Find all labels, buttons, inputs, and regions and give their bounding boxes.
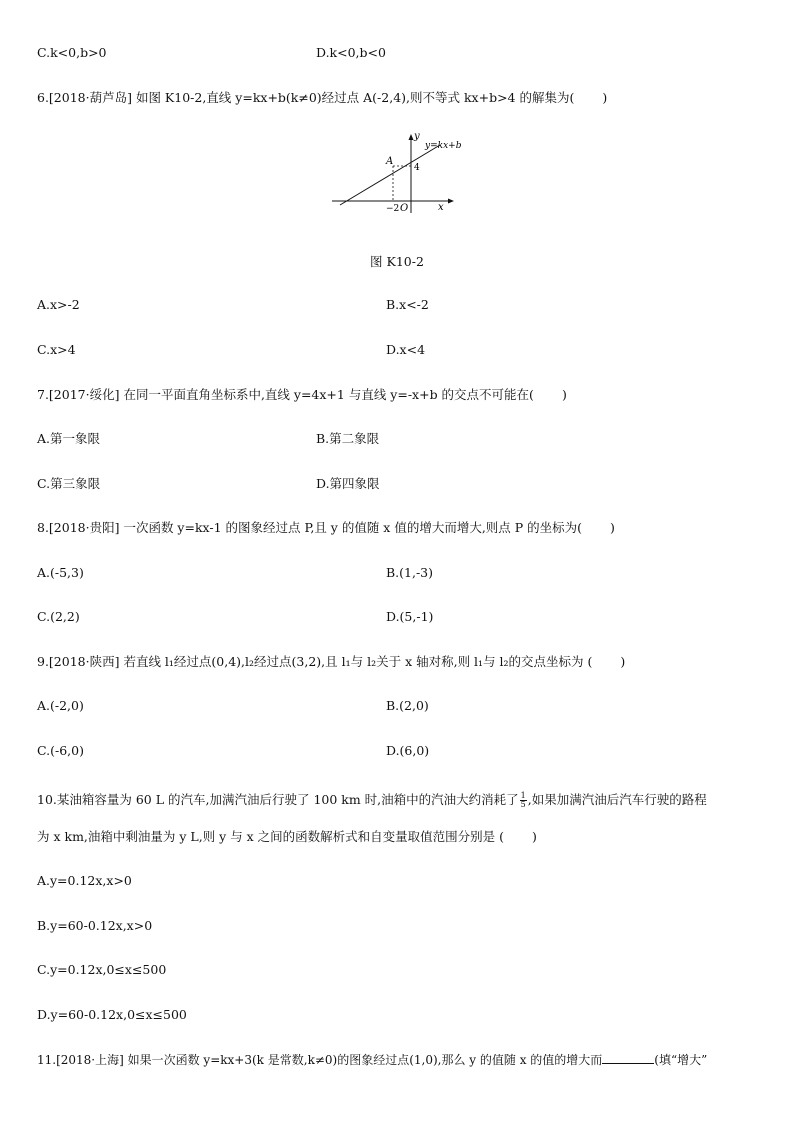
q7-option-d: D.第四象限 xyxy=(316,476,380,491)
q9-option-b: B.(2,0) xyxy=(386,698,429,713)
q6-option-b: B.x<-2 xyxy=(386,297,429,312)
q6-option-a: A.x>-2 xyxy=(37,297,80,312)
q8-option-c: C.(2,2) xyxy=(37,609,80,624)
q8-stem-text: 8.[2018·贵阳] 一次函数 y=kx-1 的图象经过点 P,且 y 的值随 x 值的增大而增大,则点 P 的坐标为( xyxy=(37,520,583,535)
q6-caption: 图 K10-2 xyxy=(370,254,424,269)
origin-label: O xyxy=(400,203,409,214)
q10-option-c: C.y=0.12x,0≤x≤500 xyxy=(37,962,167,977)
q9-stem xyxy=(37,654,625,670)
q10-fraction-num: 1 xyxy=(520,791,526,800)
q7-option-c: C.第三象限 xyxy=(37,476,101,491)
x-axis-label: x xyxy=(438,202,444,213)
q6-option-c: C.x>4 xyxy=(37,342,76,357)
q11-stem-text: 11.[2018·上海] 如果一次函数 y=kx+3(k 是常数,k≠0)的图象经过点(1,0),那么 y 的值随 x 的值的增大而 xyxy=(37,1053,603,1067)
y-tick-label: 4 xyxy=(414,163,420,173)
q6-stem-text: 6.[2018·葫芦岛] 如图 K10-2,直线 y=kx+b(k≠0)经过点 A(-2,4),则不等式 kx+b>4 的解集为( xyxy=(37,90,575,105)
q8-option-d: D.(5,-1) xyxy=(386,609,434,624)
x-tick-label: −2 xyxy=(386,204,400,214)
q9-option-d: D.(6,0) xyxy=(386,743,430,758)
q7-stem-text: 7.[2017·绥化] 在同一平面直角坐标系中,直线 y=4x+1 与直线 y=-x+b 的交点不可能在( xyxy=(37,387,534,402)
q11-stem xyxy=(37,1051,707,1068)
q10-stem-close: ) xyxy=(532,829,537,844)
q10-fraction xyxy=(520,792,527,809)
graph-line xyxy=(340,145,440,205)
q11-blank xyxy=(602,1051,654,1064)
q6-stem xyxy=(37,90,607,106)
y-axis-arrow xyxy=(409,134,414,140)
q7-stem xyxy=(37,387,567,403)
q5-option-c: C.k<0,b>0 xyxy=(37,45,107,60)
q10-option-b: B.y=60-0.12x,x>0 xyxy=(37,918,153,933)
q11-stem-tail: (填“增大” xyxy=(654,1053,708,1067)
y-axis-label: y xyxy=(414,131,420,142)
q10-stem-part2: ,如果加满汽油后汽车行驶的路程 xyxy=(527,792,707,807)
point-a-label: A xyxy=(386,156,394,167)
q9-option-a: A.(-2,0) xyxy=(37,698,84,713)
q9-stem-text: 9.[2018·陕西] 若直线 l₁经过点(0,4),l₂经过点(3,2),且 l₁与 l₂关于 x 轴对称,则 l₁与 l₂的交点坐标为 ( xyxy=(37,654,593,669)
q10-stem-line1 xyxy=(37,792,707,809)
q10-stem-part1: 10.某油箱容量为 60 L 的汽车,加满汽油后行驶了 100 km 时,油箱中的汽油大约消耗了 xyxy=(37,792,519,807)
q8-stem-close: ) xyxy=(610,520,615,535)
q10-fraction-den: 5 xyxy=(520,800,526,809)
q5-option-d: D.k<0,b<0 xyxy=(316,45,386,60)
q8-stem xyxy=(37,520,615,536)
q6-stem-close: ) xyxy=(602,90,608,105)
q10-option-d: D.y=60-0.12x,0≤x≤500 xyxy=(37,1007,187,1022)
q6-option-d: D.x<4 xyxy=(386,342,426,357)
q10-stem-line2 xyxy=(37,829,537,845)
q7-stem-close: ) xyxy=(561,387,567,402)
q10-stem-line2-text: 为 x km,油箱中剩油量为 y L,则 y 与 x 之间的函数解析式和自变量取值范围分别是 ( xyxy=(37,829,505,844)
q9-stem-close: ) xyxy=(620,654,626,669)
line-label: y=kx+b xyxy=(425,141,462,151)
q7-option-a: A.第一象限 xyxy=(37,431,101,446)
q8-option-b: B.(1,-3) xyxy=(386,565,434,580)
q8-option-a: A.(-5,3) xyxy=(37,565,84,580)
x-axis-arrow xyxy=(448,199,454,204)
q7-option-b: B.第二象限 xyxy=(316,431,380,446)
q6-figure xyxy=(328,128,478,218)
q9-option-c: C.(-6,0) xyxy=(37,743,84,758)
q10-option-a: A.y=0.12x,x>0 xyxy=(37,873,132,888)
